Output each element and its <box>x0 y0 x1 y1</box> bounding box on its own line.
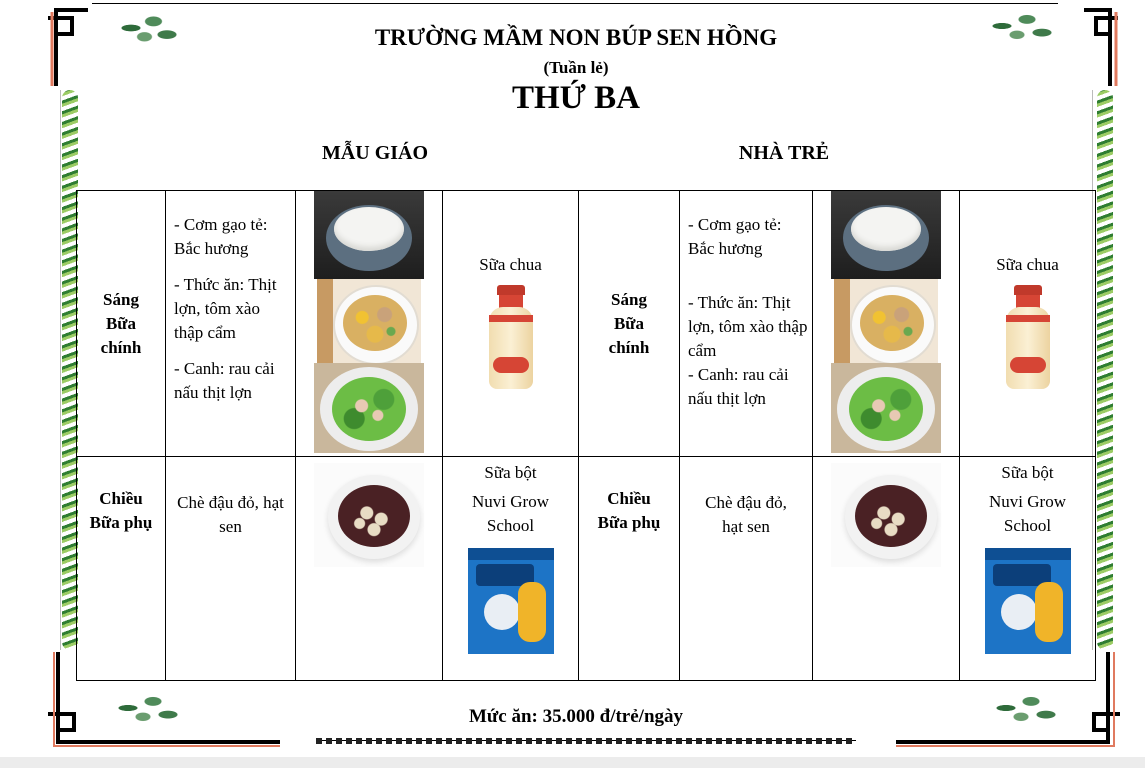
drink-name-line1: Sữa bột <box>484 463 537 482</box>
footer-ornament <box>316 738 856 744</box>
rice-bowl-image <box>831 191 941 279</box>
dishes-nursery-main <box>680 191 813 457</box>
table-row-snack <box>77 457 1096 681</box>
drink-name: Sữa chua <box>996 255 1059 274</box>
menu-table <box>76 190 1096 681</box>
vegetable-soup-image <box>831 363 941 453</box>
milk-powder-bag-image <box>985 548 1071 654</box>
dish-rice: - Cơm gạo tẻ: Bắc hương <box>174 215 268 258</box>
dish-soup: - Canh: rau cải nấu thịt lợn <box>688 365 789 408</box>
sweet-soup-image <box>314 463 424 567</box>
dish-rice: - Cơm gạo tẻ: Bắc hương <box>688 215 782 258</box>
meal-label-kindergarten-main: Sáng Bữa chính <box>77 191 166 457</box>
yogurt-bottle-image <box>485 285 537 389</box>
drink-kindergarten-snack <box>443 457 579 681</box>
drink-name-line2: Nuvi Grow School <box>472 492 549 535</box>
stir-fry-image <box>317 279 421 363</box>
yogurt-bottle-image <box>1002 285 1054 389</box>
snack-dish: Chè đậu đỏ, hạt sen <box>177 493 284 536</box>
drink-nursery-main <box>960 191 1096 457</box>
dish-main-course: - Thức ăn: Thịt lợn, tôm xào thập cẩm <box>174 275 277 342</box>
dessert-photo-kindergarten <box>296 457 443 681</box>
section-heading-nursery: NHÀ TRẺ <box>738 142 830 164</box>
table-row-main-meal <box>77 191 1096 457</box>
frame-top-line <box>92 3 1058 4</box>
week-label: (Tuần lẻ) <box>543 58 609 77</box>
dish-nursery-snack <box>680 457 813 681</box>
dish-kindergarten-snack <box>166 457 296 681</box>
dessert-photo-nursery <box>813 457 960 681</box>
meal-label-kindergarten-snack: Chiều Bữa phụ <box>77 457 166 681</box>
vegetable-soup-image <box>314 363 424 453</box>
meal-label-nursery-snack: Chiều Bữa phụ <box>579 457 680 681</box>
drink-name-line1: Sữa bột <box>1001 463 1054 482</box>
meal-fee: Mức ăn: 35.000 đ/trẻ/ngày <box>468 706 684 727</box>
rice-bowl-image <box>314 191 424 279</box>
drink-name: Sữa chua <box>479 255 542 274</box>
sweet-soup-image <box>831 463 941 567</box>
frame-left-line <box>60 90 61 650</box>
drink-nursery-snack <box>960 457 1096 681</box>
right-vine-decoration <box>1097 90 1113 650</box>
dish-soup: - Canh: rau cải nấu thịt lợn <box>174 359 275 402</box>
dish-main-course: - Thức ăn: Thịt lợn, tôm xào thập cẩm <box>688 293 808 360</box>
dish-photos-kindergarten-main <box>296 191 443 457</box>
drink-name-line2: Nuvi Grow School <box>989 492 1066 535</box>
milk-powder-bag-image <box>468 548 554 654</box>
stir-fry-image <box>834 279 938 363</box>
dish-photos-nursery-main <box>813 191 960 457</box>
meal-label-nursery-main: Sáng Bữa chính <box>579 191 680 457</box>
section-heading-kindergarten: MẪU GIÁO <box>321 142 429 164</box>
page-bottom-strip <box>0 757 1145 768</box>
dishes-kindergarten-main <box>166 191 296 457</box>
school-title: TRƯỜNG MẦM NON BÚP SEN HỒNG <box>374 25 778 50</box>
snack-dish: Chè đậu đỏ, hạt sen <box>705 493 787 536</box>
drink-kindergarten-main <box>443 191 579 457</box>
day-title: THỨ BA <box>511 80 641 116</box>
